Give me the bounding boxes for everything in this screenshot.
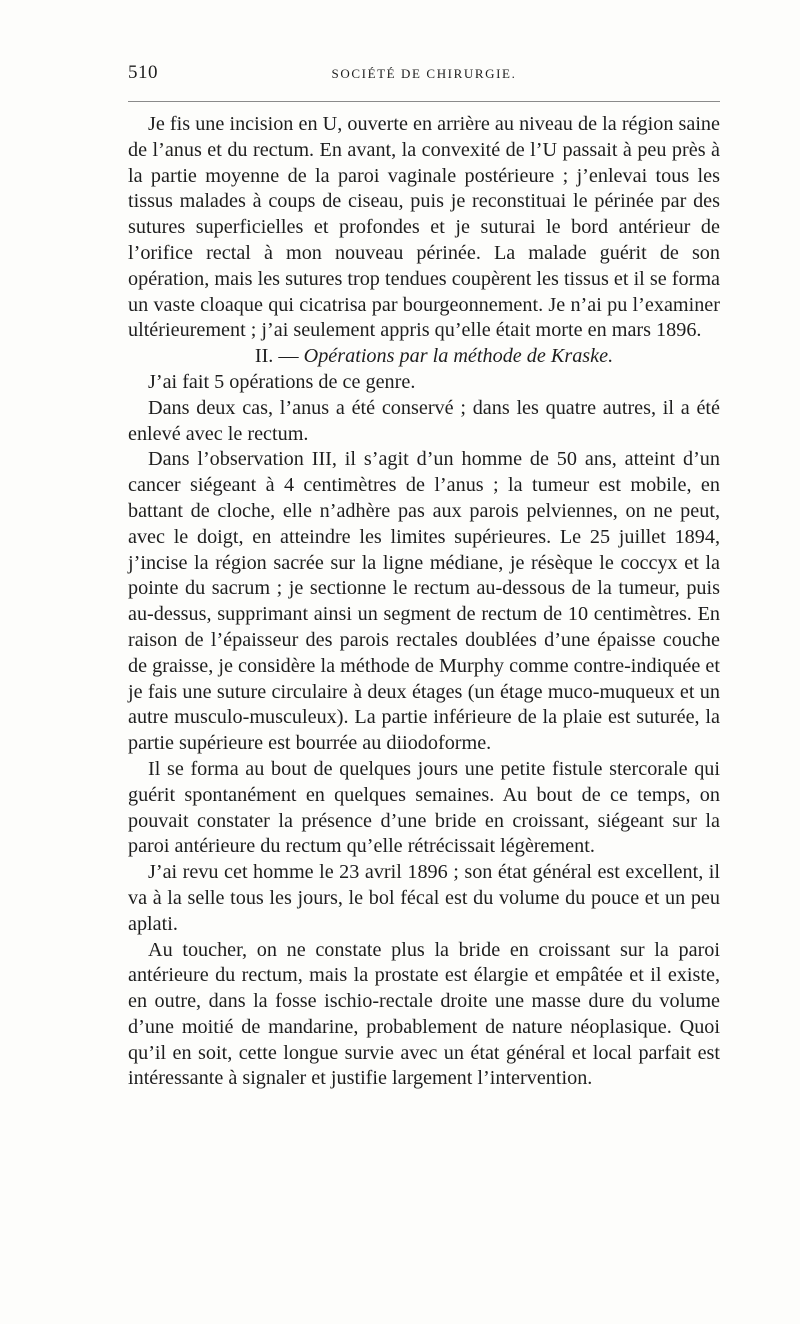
paragraph: Je fis une incision en U, ouverte en arrière au niveau de la région saine de l’anus et du rectum. En avant, la convexité de l’U passait à peu près à la partie moyenne de la paroi vaginale postérieure ; j’enlevai tous les tissus malades à coups de ciseau, puis je reconstituai le périnée par des sutures superficielles et profondes et je suturai le bord antérieur de l’orifice rectal à mon nouveau périnée. La malade guérit de son opération, mais les sutures trop tendues coupèrent les tissus et il se forma un vaste cloaque qui cicatrisa par bourgeonnement. Je n’ai pu l’examiner ultérieurement ; j’ai seulement appris qu’elle était morte en mars 1896. <box>128 113 720 342</box>
paragraph: Au toucher, on ne constate plus la bride en croissant sur la paroi antérieure du rectum, mais la prostate est élargie et empâtée et il existe, en outre, dans la fosse ischio-rectale droite une masse dure du volume d’une moitié de mandarine, probablement de nature néoplasique. Quoi qu’il en soit, cette longue survie avec un état général et local parfait est intéressante à signaler et justifie largement l’intervention. <box>128 938 720 1090</box>
section-heading <box>128 344 720 370</box>
page-number: 510 <box>128 62 158 83</box>
header-rule <box>128 101 720 102</box>
section-title: Opérations par la méthode de Kraske. <box>303 345 614 368</box>
section-number: II. — <box>254 345 299 368</box>
body-text <box>128 112 720 1092</box>
paragraph: Dans l’observation III, il s’agit d’un homme de 50 ans, atteint d’un cancer siégeant à 4 centimètres de l’anus ; la tumeur est mobile, en battant de cloche, elle n’adhère pas aux parois pelviennes, on ne peut, avec le doigt, en atteindre les limites supérieures. Le 25 juillet 1894, j’incise la région sacrée sur la ligne médiane, je résèque le coccyx et la pointe du sacrum ; je sectionne le rectum au-dessous de la tumeur, puis au-dessus, supprimant ainsi un segment de rectum de 10 centimètres. En raison de l’épaisseur des parois rectales doublées d’une épaisse couche de graisse, je considère la méthode de Murphy comme contre-indiquée et je fais une suture circulaire à deux étages (un étage muco-muqueux et un autre musculo-musculeux). La partie inférieure de la plaie est suturée, la partie supérieure est bourrée au diiodoforme. <box>128 448 720 755</box>
paragraph: J’ai fait 5 opérations de ce genre. <box>148 370 416 393</box>
page-header <box>128 62 720 92</box>
paragraph: Dans deux cas, l’anus a été conservé ; dans les quatre autres, il a été enlevé avec le rectum. <box>128 396 720 445</box>
running-head: SOCIÉTÉ DE CHIRURGIE. <box>331 66 517 81</box>
paragraph: J’ai revu cet homme le 23 avril 1896 ; son état général est excellent, il va à la selle tous les jours, le bol fécal est du volume du pouce et un peu aplati. <box>128 861 720 935</box>
paragraph: Il se forma au bout de quelques jours une petite fistule stercorale qui guérit spontanément en quelques semaines. Au bout de ce temps, on pouvait constater la présence d’une bride en croissant, siégeant sur la paroi antérieure du rectum qu’elle rétrécissait légèrement. <box>128 757 720 858</box>
